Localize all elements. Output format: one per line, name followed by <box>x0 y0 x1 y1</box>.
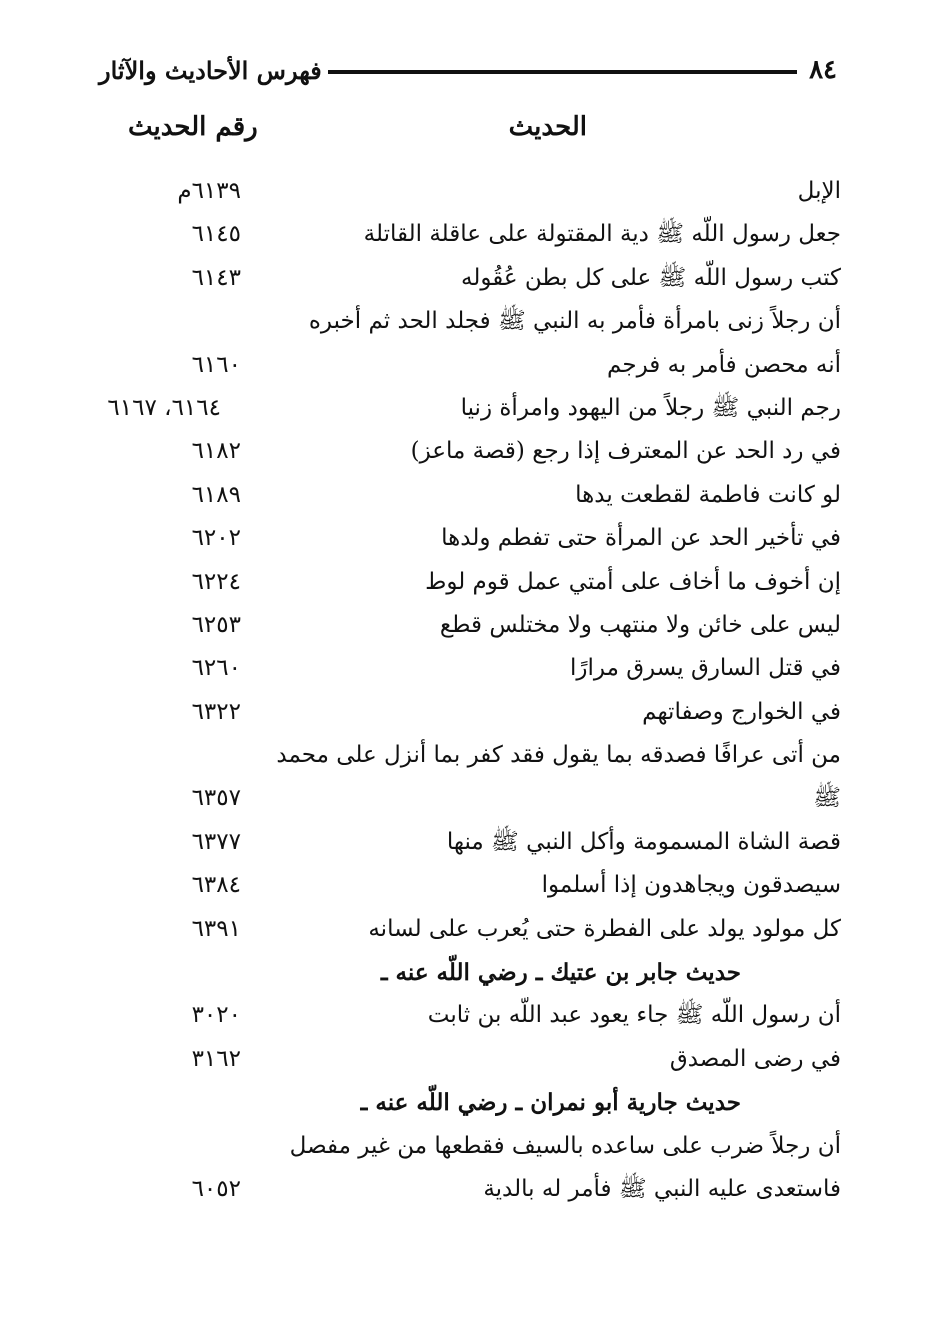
hadith-text: في رد الحد عن المعترف إذا رجع (قصة ماعز) <box>410 438 841 465</box>
hadith-number: ٦١٦٠ <box>191 351 241 378</box>
hadith-text: الإبل <box>797 178 841 204</box>
hadith-number: ٦٣٧٧ <box>191 828 241 855</box>
index-row <box>101 300 841 343</box>
hadith-text: لو كانت فاطمة لقطعت يدها <box>575 481 841 508</box>
hadith-text: رجم النبي ﷺ رجلاً من اليهود وامرأة زنيا <box>460 394 841 421</box>
index-row <box>101 908 841 951</box>
index-row <box>101 777 841 820</box>
index-row <box>101 344 841 387</box>
section-title: حديث جارية أبو نمران ـ رضي اللّه عنه ـ <box>360 1089 741 1117</box>
hadith-number: ٦٢٢٤ <box>191 568 241 595</box>
hadith-number: ٦٢٠٢ <box>191 525 241 552</box>
hadith-number: ٦٣٩١ <box>191 915 241 942</box>
index-row <box>101 213 841 256</box>
index-row <box>101 430 841 473</box>
hadith-text: إن أخوف ما أخاف على أمتي عمل قوم لوط <box>425 568 841 595</box>
header-rule <box>328 70 797 74</box>
hadith-number: ٦٣٨٤ <box>191 872 241 899</box>
hadith-text: في تأخير الحد عن المرأة حتى تفطم ولدها <box>441 525 841 552</box>
hadith-text: قصة الشاة المسمومة وأكل النبي ﷺ منها <box>446 828 841 855</box>
column-header-number: رقم الحديث <box>128 112 258 142</box>
hadith-text: ليس على خائن ولا منتهب ولا مختلس قطع <box>439 611 841 638</box>
hadith-text: سيصدقون ويجاهدون إذا أسلموا <box>541 872 841 899</box>
hadith-text: في الخوارج وصفاتهم <box>642 698 841 725</box>
hadith-number: ٦١٨٩ <box>191 481 241 508</box>
hadith-number: ٣٠٢٠ <box>191 1002 241 1029</box>
hadith-number: ٦٣٥٧ <box>191 785 241 812</box>
hadith-text: أن رسول اللّه ﷺ جاء يعود عبد اللّه بن ثابت <box>427 1002 841 1029</box>
section-heading <box>101 1081 841 1124</box>
index-row <box>101 387 841 430</box>
hadith-number: ٦٣٢٢ <box>191 698 241 725</box>
hadith-number: ٦١٤٥ <box>191 221 241 248</box>
index-row <box>101 257 841 300</box>
index-row <box>101 604 841 647</box>
hadith-number: ٦١٦٤، ٦١٦٧ <box>107 394 221 421</box>
index-row <box>101 994 841 1037</box>
hadith-number: ٣١٦٢ <box>191 1045 241 1072</box>
index-row <box>101 647 841 690</box>
index-row <box>101 170 841 213</box>
hadith-text: أنه محصن فأمر به فرجم <box>607 351 841 378</box>
hadith-number: ٦١٤٣ <box>191 264 241 291</box>
hadith-text: كل مولود يولد على الفطرة حتى يُعرب على لسانه <box>368 915 841 942</box>
hadith-text: أن رجلاً ضرب على ساعده بالسيف فقطعها من غير مفصل <box>289 1132 841 1159</box>
hadith-text: فاستعدى عليه النبي ﷺ فأمر له بالدية <box>483 1175 841 1202</box>
index-list <box>101 170 841 1211</box>
index-row <box>101 1125 841 1168</box>
hadith-text: كتب رسول اللّه ﷺ على كل بطن عُقُوله <box>461 264 841 291</box>
index-row <box>101 691 841 734</box>
index-row <box>101 474 841 517</box>
index-row <box>101 821 841 864</box>
hadith-text: في قتل السارق يسرق مرارًا <box>570 655 841 682</box>
index-row <box>101 561 841 604</box>
index-row <box>101 1168 841 1211</box>
hadith-number: ٦٢٥٣ <box>191 611 241 638</box>
index-row <box>101 734 841 777</box>
index-row <box>101 517 841 560</box>
column-header-hadith: الحديث <box>508 112 587 142</box>
section-title: حديث جابر بن عتيك ـ رضي اللّه عنه ـ <box>380 959 741 987</box>
hadith-text: ﷺ <box>813 785 841 812</box>
page-number: ٨٤ <box>809 55 837 85</box>
index-row <box>101 1038 841 1081</box>
running-title: فهرس الأحاديث والآثار <box>99 55 322 85</box>
hadith-text: من أتى عرافًا فصدقه بما يقول فقد كفر بما أنزل على محمد <box>276 742 841 769</box>
hadith-text: أن رجلاً زنى بامرأة فأمر به النبي ﷺ فجلد الحد ثم أخبره <box>308 308 841 335</box>
column-headers <box>0 112 927 156</box>
hadith-number: ٦١٣٩م <box>177 178 241 204</box>
hadith-number: ٦٠٥٢ <box>191 1175 241 1202</box>
section-heading <box>101 951 841 994</box>
index-row <box>101 864 841 907</box>
hadith-text: جعل رسول اللّه ﷺ دية المقتولة على عاقلة القاتلة <box>363 221 841 248</box>
hadith-number: ٦٢٦٠ <box>191 655 241 682</box>
page-header <box>99 48 837 92</box>
hadith-text: في رضى المصدق <box>669 1045 841 1072</box>
hadith-number: ٦١٨٢ <box>191 438 241 465</box>
